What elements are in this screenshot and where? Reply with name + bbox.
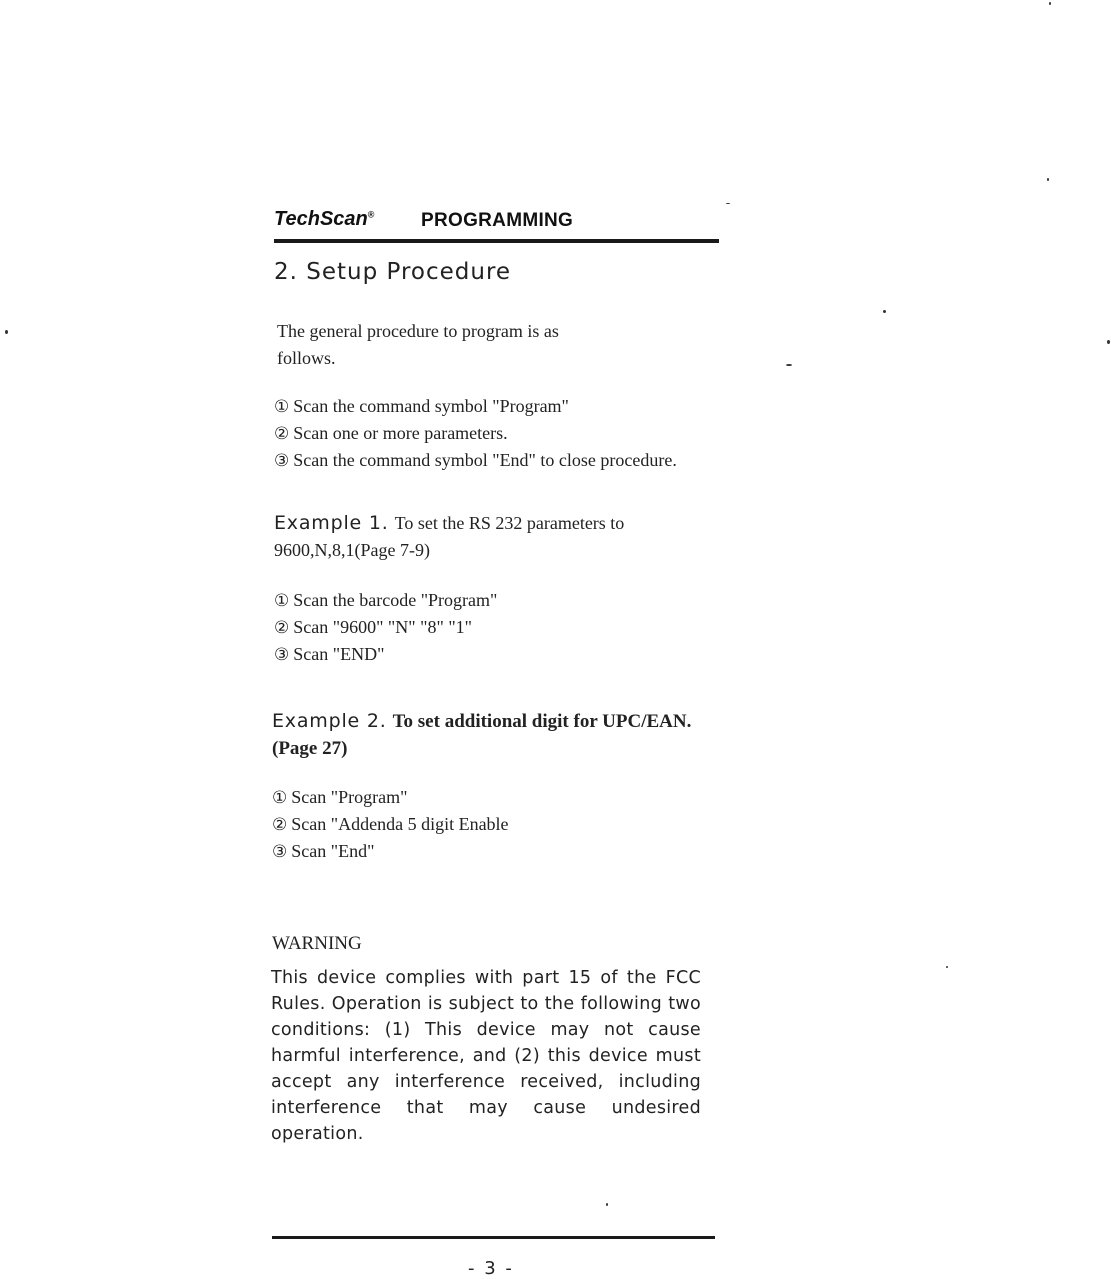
brand-name xyxy=(274,208,374,231)
scan-speck xyxy=(5,330,8,334)
example-2-steps xyxy=(272,784,509,865)
scan-speck xyxy=(946,966,948,968)
example-2-line xyxy=(272,708,691,735)
procedure-steps xyxy=(274,393,677,474)
step-text: Scan the barcode "Program" xyxy=(293,590,498,610)
step-number-icon: ② xyxy=(274,424,290,443)
step-number-icon: ① xyxy=(274,397,290,416)
step-text: Scan "9600" "N" "8" "1" xyxy=(293,617,473,637)
scan-speck xyxy=(1049,2,1051,5)
scan-speck xyxy=(726,203,730,204)
step-number-icon: ① xyxy=(274,591,290,610)
scan-speck xyxy=(606,1203,608,1206)
registered-mark: ® xyxy=(367,209,375,220)
footer-rule xyxy=(272,1236,715,1239)
step-number-icon: ③ xyxy=(274,645,290,664)
brand-text: TechScan xyxy=(274,208,368,230)
intro-line: The general procedure to program is as xyxy=(277,321,559,341)
step-text: Scan "End" xyxy=(291,841,375,861)
page-title: 2. Setup Procedure xyxy=(274,259,512,285)
step-text: Scan "Program" xyxy=(291,787,408,807)
example-2-label: Example 2. xyxy=(272,710,387,732)
step-item xyxy=(272,811,509,838)
step-text: Scan "END" xyxy=(293,644,385,664)
example-1-text: To set the RS 232 parameters to xyxy=(394,513,625,533)
section-heading: PROGRAMMING xyxy=(421,210,574,231)
warning-text: This device complies with part 15 of the FCC Rules. Operation is subject to the following two conditions: (1) This device may not cause harmful interference, and (2) this device must accept any interference received, including interference that may cause undesired operation. xyxy=(271,968,701,1144)
page-number: - 3 - xyxy=(468,1258,514,1279)
step-text: Scan "Addenda 5 digit Enable xyxy=(291,814,509,834)
step-number-icon: ① xyxy=(272,788,288,807)
scan-speck xyxy=(1047,178,1049,181)
step-text: Scan the command symbol "End" to close procedure. xyxy=(293,450,677,470)
example-1-label: Example 1. xyxy=(274,512,389,534)
example-1-intro xyxy=(274,510,624,564)
example-2-intro xyxy=(272,708,691,762)
step-text: Scan one or more parameters. xyxy=(293,423,508,443)
intro-line: follows. xyxy=(277,348,336,368)
step-number-icon: ② xyxy=(274,618,290,637)
warning-title: WARNING xyxy=(272,933,362,954)
step-item xyxy=(274,420,677,447)
scan-speck xyxy=(883,310,886,313)
step-item xyxy=(274,614,497,641)
example-2-text: To set additional digit for UPC/EAN. xyxy=(392,711,692,732)
step-number-icon: ② xyxy=(272,815,288,834)
example-2-line: (Page 27) xyxy=(272,738,348,759)
step-text: Scan the command symbol "Program" xyxy=(293,396,569,416)
header-rule xyxy=(274,239,719,243)
step-number-icon: ③ xyxy=(272,842,288,861)
example-1-steps xyxy=(274,587,497,668)
intro-paragraph xyxy=(277,318,559,372)
step-item xyxy=(274,393,677,420)
step-item xyxy=(272,838,509,865)
step-item xyxy=(274,641,497,668)
example-1-line xyxy=(274,510,624,537)
step-item xyxy=(274,587,497,614)
step-item xyxy=(272,784,509,811)
example-1-line: 9600,N,8,1(Page 7-9) xyxy=(274,540,430,560)
scan-speck xyxy=(1107,340,1110,344)
step-number-icon: ③ xyxy=(274,451,290,470)
scan-speck xyxy=(786,364,792,366)
step-item xyxy=(274,447,677,474)
